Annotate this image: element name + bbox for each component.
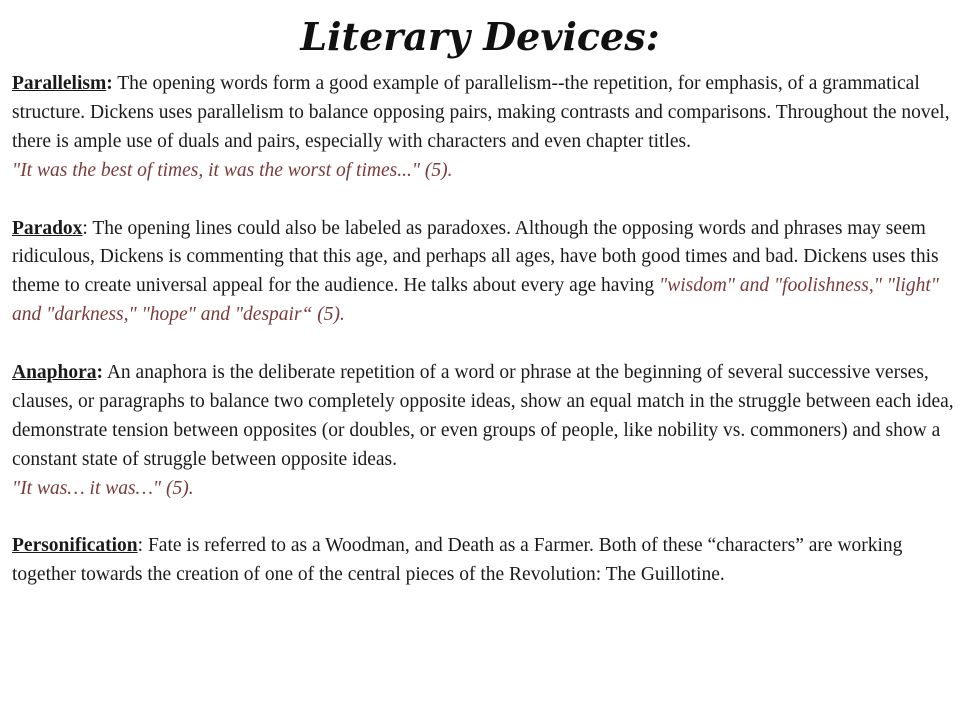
paragraph-anaphora — [12, 359, 958, 504]
quote-parallelism: "It was the best of times, it was the worst of times..." (5). — [12, 159, 453, 181]
paragraph-paradox — [12, 215, 958, 331]
paragraph-parallelism — [12, 70, 958, 186]
term-separator: : — [137, 535, 144, 557]
definition-parallelism: The opening words form a good example of parallelism--the repetition, for emphasis, of a grammatical structure. Dickens uses parallelism to balance opposing pairs, making contrasts and comparisons. Throughout the novel, there is ample use of duals and pairs, especially with characters and even chapter titles. — [12, 73, 950, 152]
definition-personification: Fate is referred to as a Woodman, and Death as a Farmer. Both of these “characters” are working together towards the creation of one of the central pieces of the Revolution: The Guillotine. — [12, 535, 903, 586]
term-parallelism: Parallelism — [12, 73, 107, 94]
term-separator: : — [96, 362, 104, 384]
slide-title: Literary Devices: — [300, 14, 660, 59]
slide-body — [12, 70, 958, 619]
paragraph-personification — [12, 532, 958, 590]
term-separator: : — [106, 73, 113, 94]
definition-paradox: The opening lines could also be labeled as paradoxes. Although the opposing words and phrases may seem ridiculous, Dickens is commenting that this age, and perhaps all ages, have both good times and bad. Dickens uses this theme to create universal appeal for the audience. He talks about every age having — [12, 217, 939, 297]
term-paradox: Paradox — [12, 217, 83, 239]
term-separator: : — [82, 217, 88, 239]
quote-paradox: "wisdom" and "foolishness," "light" and "darkness," "hope" and "despair“ (5). — [12, 275, 939, 326]
definition-anaphora: An anaphora is the deliberate repetition of a word or phrase at the beginning of several successive verses, clauses, or paragraphs to balance two completely opposite ideas, show an equal match in the struggle between each idea, demonstrate tension between opposites (or doubles, or even groups of people, like nobility vs. commoners) and show a constant state of struggle between opposite ideas. — [12, 362, 954, 470]
term-anaphora: Anaphora — [12, 362, 97, 384]
quote-anaphora: "It was… it was…" (5). — [12, 477, 194, 499]
term-personification: Personification — [12, 535, 138, 557]
